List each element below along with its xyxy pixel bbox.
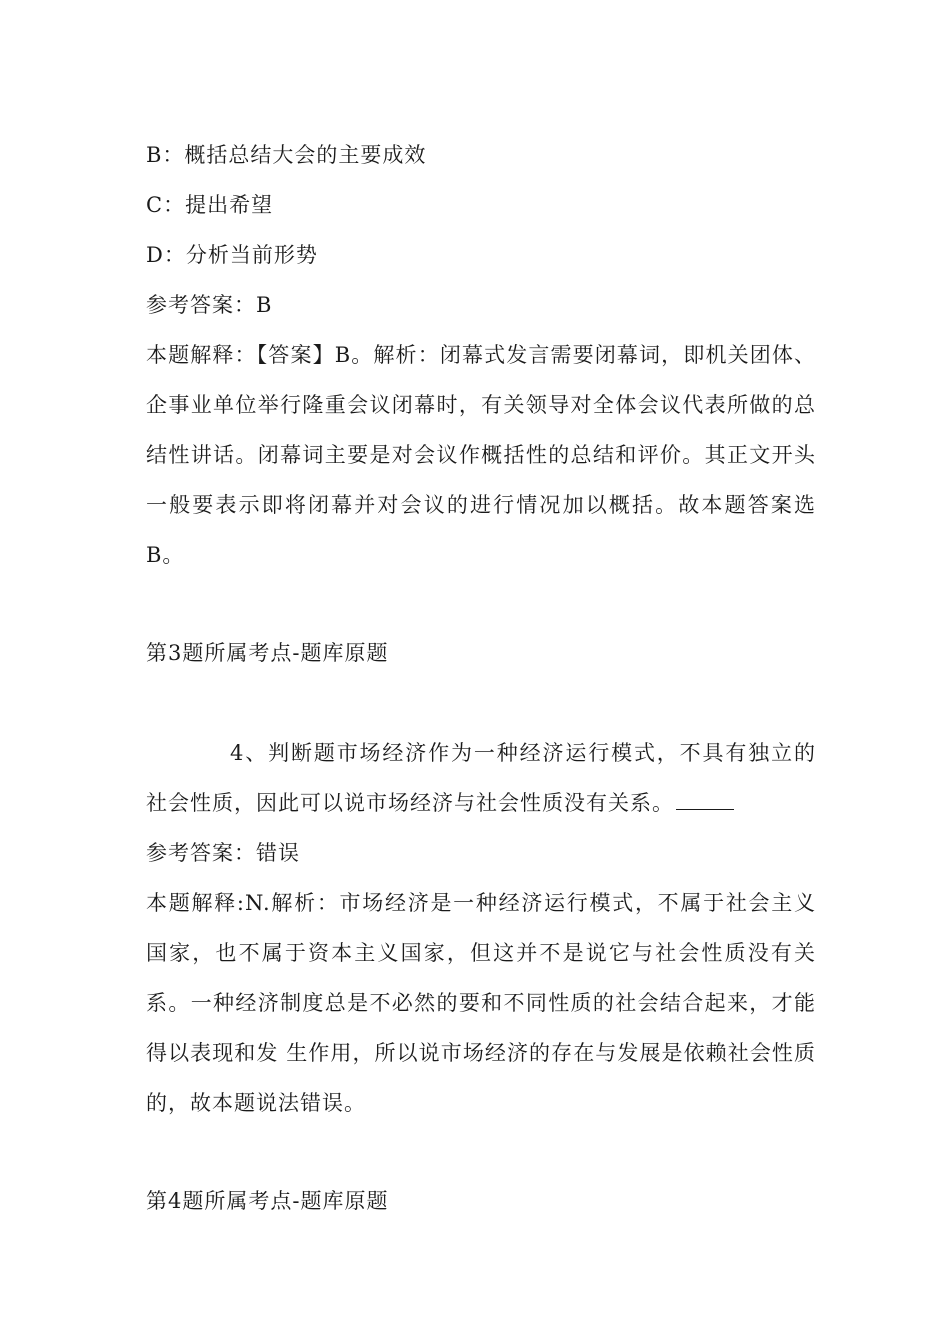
q4-question-text: 4、判断题市场经济作为一种经济运行模式，不具有独立的社会性质，因此可以说市场经济与社会性质没有关系。 (146, 741, 816, 815)
q4-explanation: 本题解释:N.解析：市场经济是一种经济运行模式，不属于社会主义国家，也不属于资本主义国家，但这并不是说它与社会性质没有关系。一种经济制度总是不必然的要和不同性质的社会结合起来，才能得以表现和发 生作用，所以说市场经济的存在与发展是依赖社会性质的，故本题说法错误。 (146, 891, 816, 1115)
q4-topic: 第4题所属考点-题库原题 (146, 1189, 389, 1213)
q4-answer: 参考答案：错误 (146, 841, 300, 865)
option-c: C：提出希望 (146, 193, 274, 217)
q3-topic: 第3题所属考点-题库原题 (146, 641, 389, 665)
q3-answer: 参考答案：B (146, 293, 273, 317)
q4-question (146, 728, 816, 828)
option-b: B：概括总结大会的主要成效 (146, 143, 427, 167)
option-d: D：分析当前形势 (146, 243, 318, 267)
document-page (146, 130, 836, 1226)
q3-explanation: 本题解释：【答案】B。解析：闭幕式发言需要闭幕词，即机关团体、企事业单位举行隆重会议闭幕时，有关领导对全体会议代表所做的总结性讲话。闭幕词主要是对会议作概括性的总结和评价。其正文开头一般要表示即将闭幕并对会议的进行情况加以概括。故本题答案选B。 (146, 343, 816, 567)
answer-blank (676, 789, 734, 810)
